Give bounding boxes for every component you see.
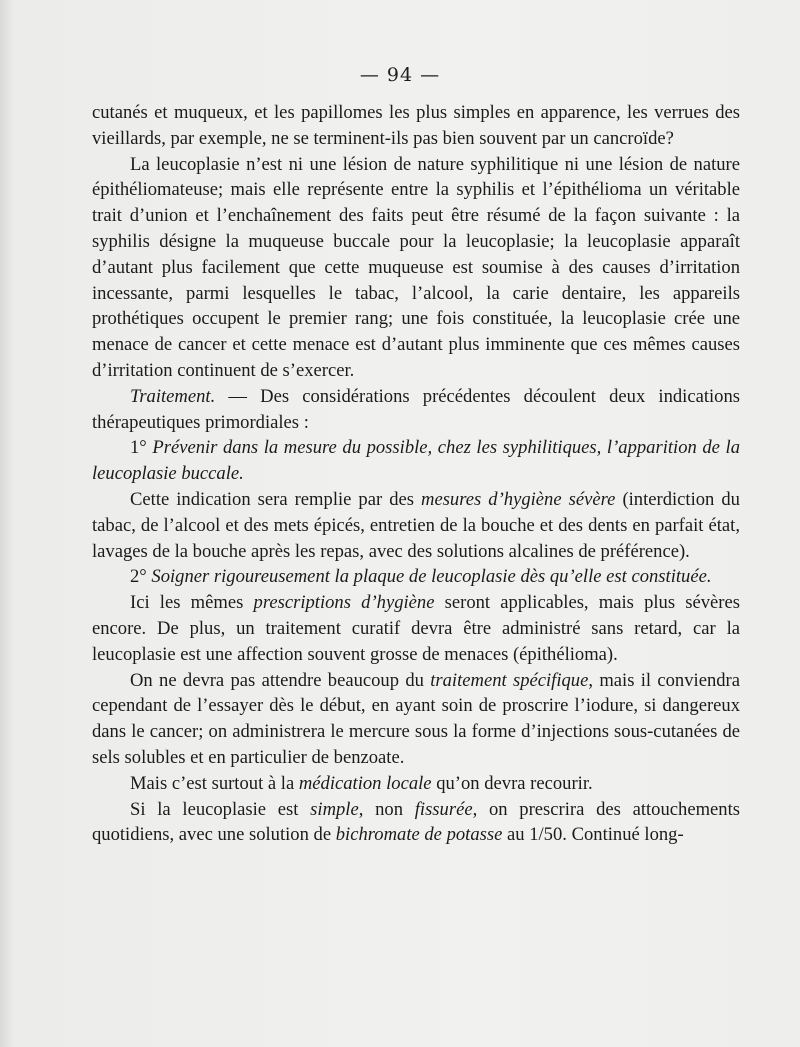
text-segment: seront applicables, mais plus sévères encore. De plus, un traitement curatif devra être administré sans retard, car la leucoplasie est une affection souvent grosse de menaces (épithélioma). [92,592,740,665]
paragraph [92,487,740,564]
text-segment: On ne devra pas attendre beaucoup du [130,669,431,691]
text-segment: — Des considérations précédentes découlent deux indications thérapeutiques primordiales : [92,385,740,433]
text-segment: Mais c’est surtout à la [130,772,299,794]
italic-text: traitement spécifique [430,669,589,691]
text-segment: , mais il conviendra cependant de l’essayer dès le début, en ayant soin de proscrire l’iodure, si dangereux dans le cancer; on administrera le mercure sous la forme d’injections sous-cutanées de sels solubles et en particulier de benzoate. [92,669,740,768]
text-segment: Ici les mêmes [130,592,254,614]
paragraph [92,590,740,667]
text-segment: Si la leucoplasie est [130,798,311,820]
paragraph [92,771,740,797]
text-segment: La leucoplasie n’est ni une lésion de nature syphilitique ni une lésion de nature épithéliomateuse; mais elle représente entre la syphilis et l’épithélioma un véritable trait d’union et l’enchaînement des faits peut être résumé de la façon suivante : la syphilis désigne la muqueuse buccale pour la leucoplasie; la leucoplasie apparaît d’autant plus facilement que cette muqueuse est soumise à des causes d’irritation incessante, parmi lesquelles le tabac, l’alcool, la carie dentaire, les appareils prothétiques occupent le premier rang; une fois constituée, la leucoplasie crée une menace de cancer et cette menace est d’autant plus imminente que ces mêmes causes d’irritation continuent de s’exercer. [92,153,740,381]
italic-text: Prévenir dans la mesure du possible, chez les syphilitiques, l’apparition de la leucoplasie buccale. [92,437,740,485]
paragraph [92,435,740,487]
text-segment: 2° [130,566,152,588]
italic-text: médication locale [298,772,432,794]
paragraph [92,100,740,152]
italic-text: bichromate de potasse [335,824,503,846]
paragraph [92,152,740,384]
italic-text: Soigner rigoureusement la plaque de leucoplasie dès qu’elle est constituée. [151,566,712,588]
text-segment: Cette indication sera remplie par des [130,488,422,510]
italic-text: prescriptions d’hygiène [253,592,435,614]
italic-text: mesures d’hygiène sévère [421,488,616,510]
body-text [92,100,740,848]
text-segment: , non [358,798,415,820]
text-segment: au 1/50. Continué long- [502,824,684,846]
paragraph [92,797,740,849]
italic-text: Traitement. [130,385,216,407]
italic-text: fissurée [414,798,473,820]
text-segment: 1° [130,437,153,459]
paragraph [92,564,740,590]
page-number: — 94 — [359,64,441,86]
paragraph [92,384,740,436]
text-segment: , on prescrira des attouchements quotidiens, avec une solution de [92,798,740,846]
text-segment: (interdiction du tabac, de l’alcool et des mets épicés, entretien de la bouche et des dents en parfait état, lavages de la bouche après les repas, avec des solutions alcalines de préférence). [92,488,740,562]
paragraph [92,668,740,771]
text-segment: cutanés et muqueux, et les papillomes les plus simples en apparence, les verrues des vieillards, par exemple, ne se terminent-ils pas bien souvent par un cancroïde? [92,102,740,149]
text-segment: qu’on devra recourir. [431,772,593,794]
italic-text: simple [310,798,359,820]
